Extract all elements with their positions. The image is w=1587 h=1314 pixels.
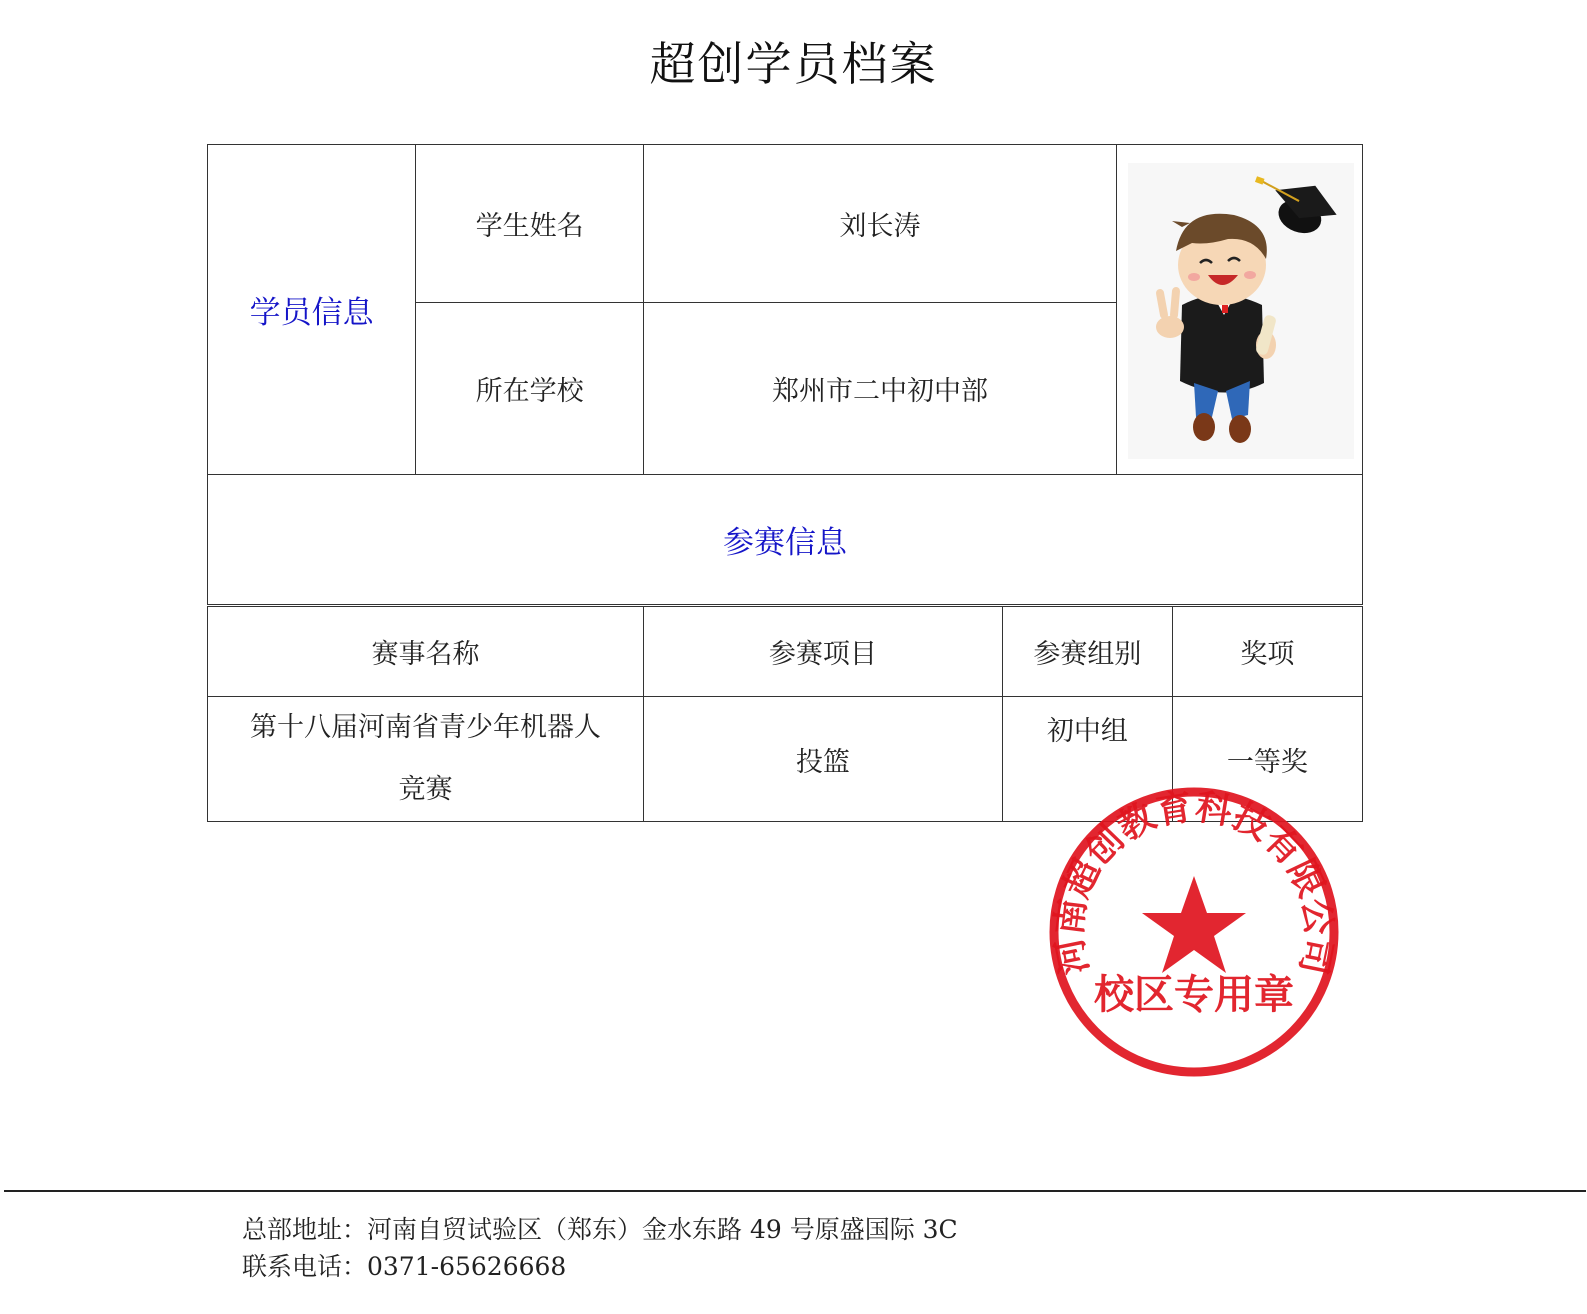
competition-section-label: 参赛信息 xyxy=(208,475,1363,605)
seal-center-text: 校区专用章 xyxy=(1094,972,1294,1018)
event-name-line1: 第十八届河南省青少年机器人 xyxy=(249,712,601,743)
footer-divider xyxy=(4,1190,1586,1192)
header-project: 参赛项目 xyxy=(643,607,1002,697)
award-cell: 一等奖 xyxy=(1172,697,1362,822)
school-label: 所在学校 xyxy=(416,303,644,475)
header-award: 奖项 xyxy=(1172,607,1362,697)
footer-phone: 联系电话：0371-65626668 xyxy=(242,1252,567,1281)
project-cell: 投篮 xyxy=(643,697,1002,822)
student-info-table xyxy=(207,144,1363,605)
student-info-section-label: 学员信息 xyxy=(208,145,416,475)
graduate-cartoon-image xyxy=(1124,155,1356,465)
student-name-value: 刘长涛 xyxy=(643,145,1116,303)
student-photo-cell xyxy=(1117,145,1363,475)
competition-header-row xyxy=(208,607,1363,697)
event-name-cell xyxy=(208,697,644,822)
header-event-name: 赛事名称 xyxy=(208,607,644,697)
student-name-label: 学生姓名 xyxy=(416,145,644,303)
school-value: 郑州市二中初中部 xyxy=(643,303,1116,475)
footer-address: 总部地址：河南自贸试验区（郑东）金水东路 49 号原盛国际 3C xyxy=(242,1215,958,1244)
page-title: 超创学员档案 xyxy=(649,37,938,91)
official-seal-stamp xyxy=(1044,782,1344,1082)
header-group: 参赛组别 xyxy=(1002,607,1172,697)
group-cell: 初中组 xyxy=(1002,697,1172,822)
svg-text:河南超创教育科技有限公司: 河南超创教育科技有限公司 xyxy=(1048,786,1340,978)
event-name-line2: 竞赛 xyxy=(398,774,453,805)
